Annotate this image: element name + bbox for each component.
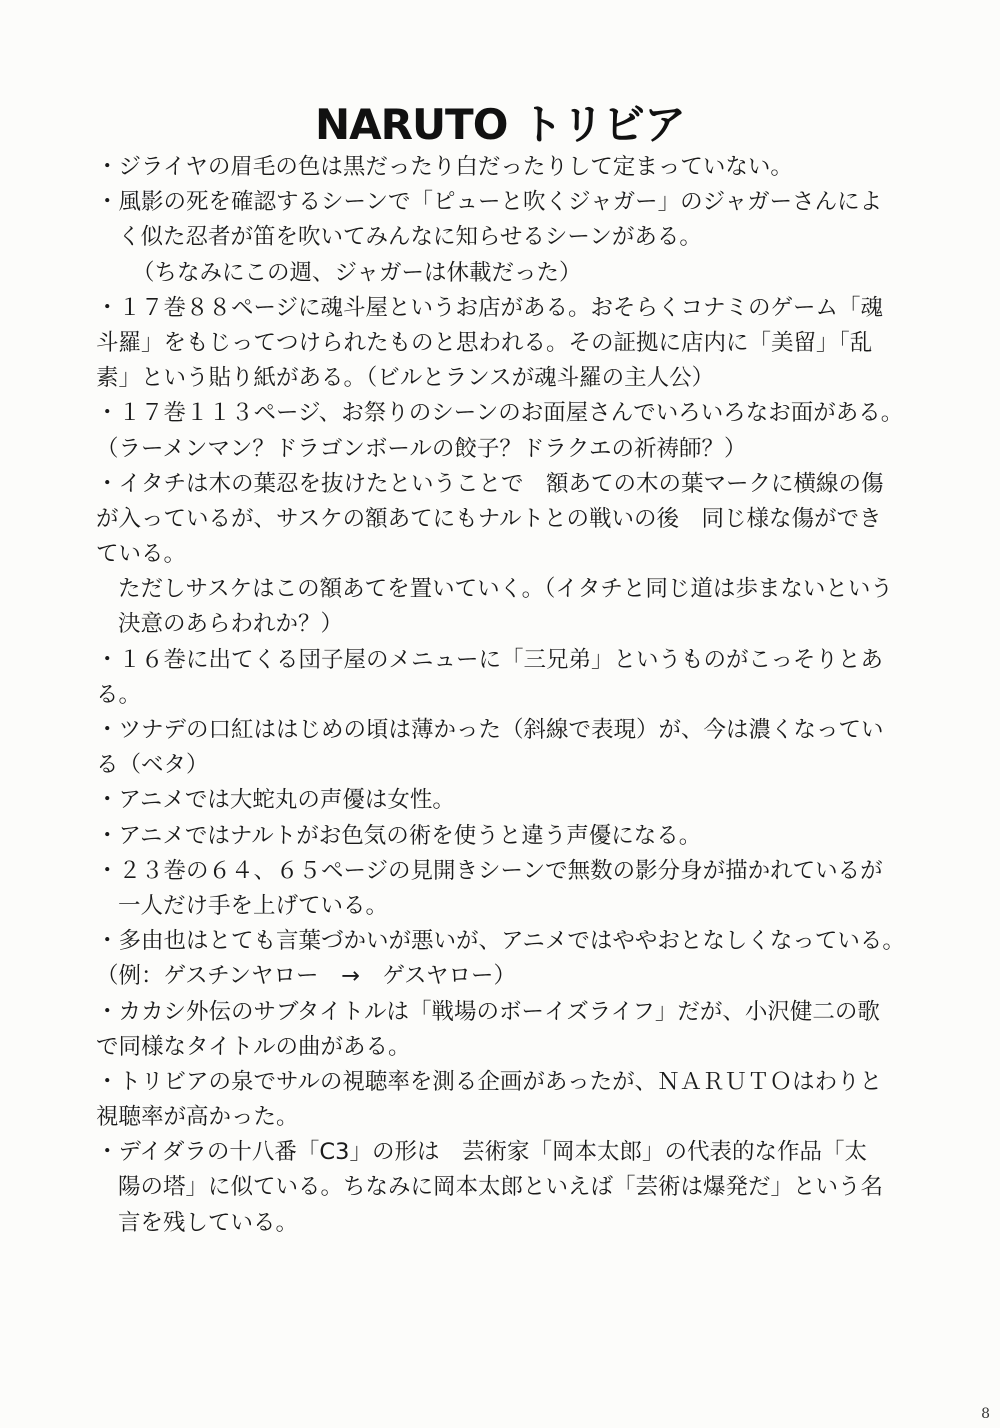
text-line: 言を残している。	[118, 1209, 299, 1236]
text-line: ・トリビアの泉でサルの視聴率を測る企画があったが、ＮＡＲＵＴＯはわりと	[96, 1068, 883, 1095]
text-line: ・デイダラの十八番「C3」の形は 芸術家「岡本太郎」の代表的な作品「太	[96, 1139, 867, 1166]
trivia-list	[96, 150, 946, 1241]
text-line: ・２３巻の６４、６５ページの見開きシーンで無数の影分身が描かれているが	[96, 857, 883, 884]
text-line: 一人だけ手を上げている。	[118, 892, 389, 919]
text-line: ・風影の死を確認するシーンで「ピューと吹くジャガー」のジャガーさんによ	[96, 189, 883, 216]
text-line: ・アニメではナルトがお色気の術を使うと違う声優になる。	[96, 822, 702, 849]
text-line: ・ジライヤの眉毛の色は黒だったり白だったりして定まっていない。	[96, 154, 793, 180]
text-line: る。	[96, 681, 142, 708]
text-line: 視聴率が高かった。	[96, 1104, 299, 1131]
text-line: ている。	[96, 541, 187, 568]
text-line: （ラーメンマン？ドラゴンボールの餃子？ドラクエの祈祷師？）	[96, 435, 747, 462]
text-line: （例：ゲスチンヤロー → ゲスヤロー）	[96, 963, 517, 990]
text-line: ・ツナデの口紅ははじめの頃は薄かった（斜線で表現）が、今は濃くなってい	[96, 717, 884, 743]
text-line: ・アニメでは大蛇丸の声優は女性。	[96, 787, 455, 814]
text-line: ・１７巻８８ページに魂斗屋というお店がある。おそらくコナミのゲーム「魂	[96, 294, 884, 321]
text-line: ・１７巻１１３ページ、お祭りのシーンのお面屋さんでいろいろなお面がある。	[96, 400, 904, 427]
page-title: NARUTO トリビア	[314, 100, 686, 149]
text-line: ・カカシ外伝のサブタイトルは「戦場のボーイズライフ」だが、小沢健二の歌	[96, 998, 880, 1025]
text-line: で同様なタイトルの曲がある。	[96, 1033, 411, 1060]
text-line: 決意のあらわれか？）	[118, 611, 344, 638]
text-line: 素」という貼り紙がある。（ビルとランスが魂斗羅の主人公）	[96, 365, 715, 392]
text-line: く似た忍者が笛を吹いてみんなに知らせるシーンがある。	[118, 224, 702, 251]
text-line: ・イタチは木の葉忍を抜けたということで 額あての木の葉マークに横線の傷	[96, 470, 884, 497]
text-line: 陽の塔」に似ている。ちなみに岡本太郎といえば「芸術は爆発だ」という名	[118, 1174, 884, 1201]
text-line: が入っているが、サスケの額あてにもナルトとの戦いの後 同じ様な傷ができ	[96, 505, 882, 532]
text-line: （ちなみにこの週、ジャガーは休載だった）	[132, 259, 582, 286]
text-line: ・１６巻に出てくる団子屋のメニューに「三兄弟」というものがこっそりとあ	[96, 646, 884, 673]
text-line: 斗羅」をもじってつけられたものと思われる。その証拠に店内に「美留」「乱	[96, 329, 873, 356]
text-line: ・多由也はとても言葉づかいが悪いが、アニメではややおとなしくなっている。	[96, 928, 905, 955]
text-line: る（ベタ）	[96, 752, 209, 779]
text-line: ただしサスケはこの額あてを置いていく。（イタチと同じ道は歩まないという	[118, 576, 893, 603]
page-number: 8	[981, 1406, 990, 1422]
